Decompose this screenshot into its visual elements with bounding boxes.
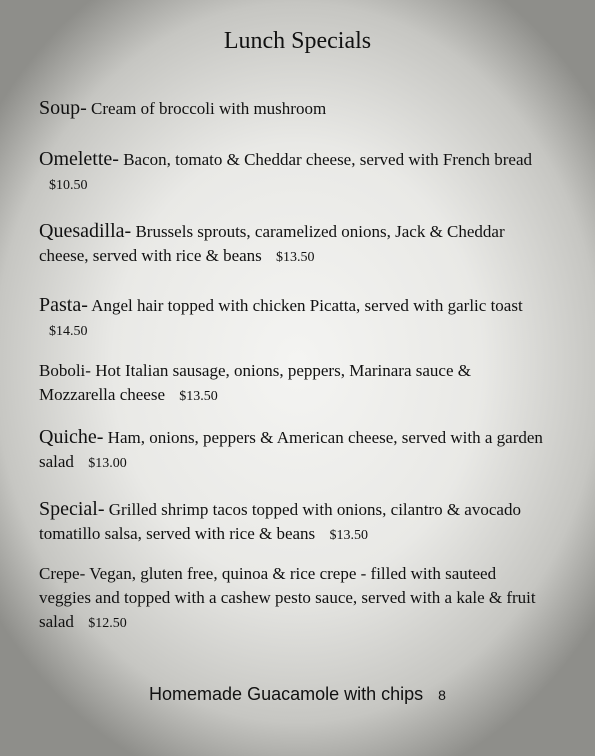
- item-price: $13.50: [179, 389, 218, 404]
- menu-item-pasta: [39, 293, 549, 344]
- item-name: Quesadilla-: [39, 220, 132, 242]
- menu-item-special: [39, 497, 549, 548]
- item-description: Vegan, gluten free, quinoa & rice crepe - filled with sauteed veggies and topped with a cashew pesto sauce, served with a kale & fruit salad: [39, 564, 536, 631]
- item-name: Special-: [39, 498, 105, 520]
- menu-title: Lunch Specials: [223, 28, 372, 54]
- item-price: $13.00: [88, 456, 127, 471]
- menu-item-quesadilla: [39, 219, 549, 270]
- item-description: Hot Italian sausage, onions, peppers, Marinara sauce & Mozzarella cheese: [39, 361, 471, 404]
- item-description: Angel hair topped with chicken Picatta, served with garlic toast: [91, 296, 523, 315]
- item-description: Bacon, tomato & Cheddar cheese, served with French bread: [123, 150, 533, 169]
- footer-text: Homemade Guacamole with chips: [149, 684, 424, 704]
- item-price: $13.50: [329, 528, 368, 543]
- footer-price: 8: [438, 687, 446, 703]
- menu-item-boboli: [39, 359, 549, 409]
- item-name: Crepe-: [39, 564, 86, 583]
- menu-item-crepe: [39, 562, 549, 636]
- item-description: Cream of broccoli with mushroom: [91, 99, 327, 118]
- item-name: Boboli-: [39, 361, 91, 380]
- item-name: Soup-: [39, 97, 87, 119]
- item-price: $10.50: [49, 178, 88, 193]
- item-description: Ham, onions, peppers & American cheese, served with a garden salad: [39, 428, 543, 471]
- item-price: $14.50: [49, 324, 88, 339]
- item-name: Pasta-: [39, 294, 88, 316]
- menu-item-quiche: [39, 425, 549, 476]
- item-price: $13.50: [276, 250, 315, 265]
- menu-item-omelette: [39, 147, 549, 198]
- item-description: Brussels sprouts, caramelized onions, Jack & Cheddar cheese, served with rice & beans: [39, 222, 505, 265]
- guacamole-item: [0, 684, 595, 705]
- menu-item-soup: [39, 96, 549, 121]
- item-description: Grilled shrimp tacos topped with onions, cilantro & avocado tomatillo salsa, served with rice & beans: [39, 500, 521, 543]
- item-name: Quiche-: [39, 426, 104, 448]
- item-name: Omelette-: [39, 148, 119, 170]
- item-price: $12.50: [88, 616, 127, 631]
